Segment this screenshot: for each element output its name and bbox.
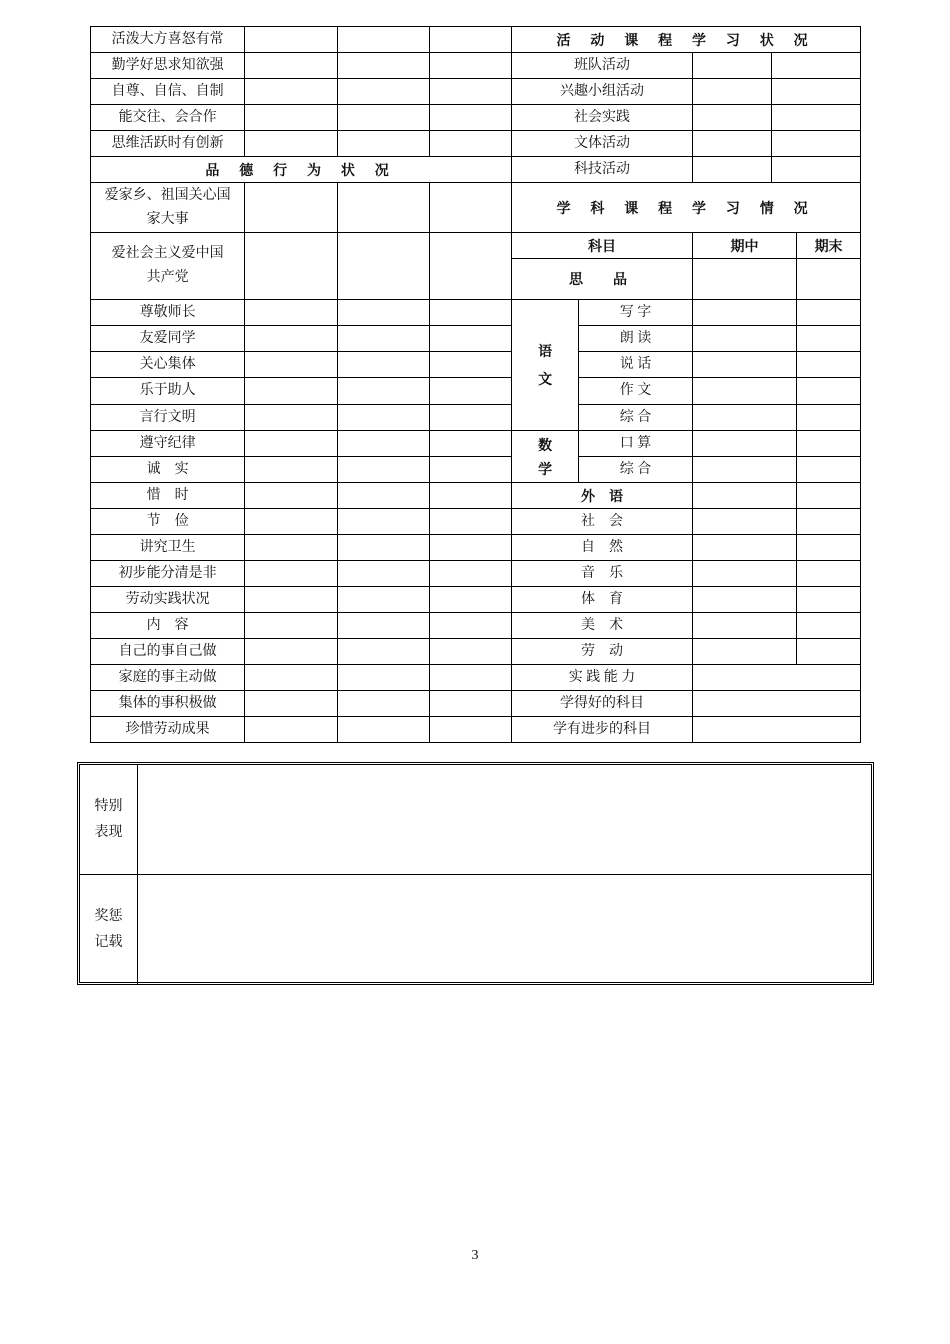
score-cell[interactable] <box>337 509 430 535</box>
labor-item: 自己的事自己做 <box>91 639 245 665</box>
score-cell[interactable] <box>430 717 512 743</box>
score-cell[interactable] <box>337 561 430 587</box>
score-cell[interactable] <box>692 483 796 509</box>
score-cell[interactable] <box>337 587 430 613</box>
behavior-cell: 关心集体 <box>91 352 245 378</box>
score-cell[interactable] <box>337 300 430 326</box>
score-cell[interactable] <box>797 535 861 561</box>
score-cell[interactable] <box>337 79 430 105</box>
progress-subject-cell[interactable] <box>692 717 860 743</box>
score-cell[interactable] <box>245 105 338 131</box>
subject-other: 劳 动 <box>512 639 693 665</box>
activity-item: 文体活动 <box>512 131 693 157</box>
score-cell[interactable] <box>692 431 796 457</box>
score-cell[interactable] <box>245 131 338 157</box>
behavior-cell: 诚 实 <box>91 457 245 483</box>
score-cell[interactable] <box>337 613 430 639</box>
labor-item: 内 容 <box>91 613 245 639</box>
score-cell[interactable] <box>337 665 430 691</box>
subject-item: 朗 读 <box>579 326 693 352</box>
practice-cell[interactable] <box>692 665 860 691</box>
subject-moral: 思 品 <box>512 259 693 300</box>
behavior-cell: 友爱同学 <box>91 326 245 352</box>
score-cell[interactable] <box>771 131 860 157</box>
score-cell[interactable] <box>797 483 861 509</box>
score-cell[interactable] <box>245 665 338 691</box>
score-cell[interactable] <box>692 457 796 483</box>
score-cell[interactable] <box>245 79 338 105</box>
score-cell[interactable] <box>430 691 512 717</box>
score-cell[interactable] <box>337 483 430 509</box>
score-cell[interactable] <box>245 183 338 233</box>
score-cell[interactable] <box>337 53 430 79</box>
score-cell[interactable] <box>245 535 338 561</box>
trait-cell: 思维活跃时有创新 <box>91 131 245 157</box>
score-cell[interactable] <box>245 378 338 405</box>
score-cell[interactable] <box>797 300 861 326</box>
remarks-box <box>77 762 874 985</box>
score-cell[interactable] <box>337 105 430 131</box>
score-cell[interactable] <box>692 300 796 326</box>
score-cell[interactable] <box>771 157 860 183</box>
subject-foreign: 外 语 <box>512 483 693 509</box>
page-number: 3 <box>471 1248 479 1263</box>
score-cell[interactable] <box>692 157 771 183</box>
score-cell[interactable] <box>797 326 861 352</box>
score-cell[interactable] <box>337 183 430 233</box>
trait-cell: 活泼大方喜怒有常 <box>91 27 245 53</box>
subject-other: 美 术 <box>512 613 693 639</box>
score-cell[interactable] <box>797 587 861 613</box>
score-cell[interactable] <box>245 431 338 457</box>
good-subject-label: 学得好的科目 <box>512 691 693 717</box>
score-cell[interactable] <box>430 613 512 639</box>
score-cell[interactable] <box>692 326 796 352</box>
score-cell[interactable] <box>692 587 796 613</box>
score-cell[interactable] <box>245 300 338 326</box>
score-cell[interactable] <box>692 639 796 665</box>
activity-item: 班队活动 <box>512 53 693 79</box>
score-cell[interactable] <box>692 352 796 378</box>
score-cell[interactable] <box>337 131 430 157</box>
score-cell[interactable] <box>430 665 512 691</box>
score-cell[interactable] <box>797 352 861 378</box>
score-cell[interactable] <box>797 613 861 639</box>
subject-other: 音 乐 <box>512 561 693 587</box>
score-cell[interactable] <box>692 613 796 639</box>
moral-item: 爱社会主义爱中国 共产党 <box>91 233 245 300</box>
col-mid: 期中 <box>692 233 796 259</box>
score-cell[interactable] <box>430 561 512 587</box>
score-cell[interactable] <box>245 509 338 535</box>
score-cell[interactable] <box>692 53 771 79</box>
score-cell[interactable] <box>245 326 338 352</box>
score-cell[interactable] <box>337 27 430 53</box>
subject-item: 综 合 <box>579 405 693 431</box>
score-cell[interactable] <box>245 352 338 378</box>
score-cell[interactable] <box>430 352 512 378</box>
score-cell[interactable] <box>337 639 430 665</box>
score-cell[interactable] <box>337 378 430 405</box>
behavior-cell: 言行文明 <box>91 405 245 431</box>
score-cell[interactable] <box>430 27 512 53</box>
score-cell[interactable] <box>692 535 796 561</box>
score-cell[interactable] <box>430 483 512 509</box>
score-cell[interactable] <box>797 259 861 300</box>
practice-label: 实 践 能 力 <box>512 665 693 691</box>
score-cell[interactable] <box>430 105 512 131</box>
activity-item: 社会实践 <box>512 105 693 131</box>
subject-chinese: 语 文 <box>512 300 579 431</box>
labor-item: 集体的事积极做 <box>91 691 245 717</box>
activity-item: 科技活动 <box>512 157 693 183</box>
score-cell[interactable] <box>797 509 861 535</box>
score-cell[interactable] <box>245 691 338 717</box>
score-cell[interactable] <box>245 405 338 431</box>
behavior-cell: 遵守纪律 <box>91 431 245 457</box>
score-cell[interactable] <box>430 233 512 300</box>
score-cell[interactable] <box>337 535 430 561</box>
subject-other: 体 育 <box>512 587 693 613</box>
activity-item: 兴趣小组活动 <box>512 79 693 105</box>
behavior-cell: 乐于助人 <box>91 378 245 405</box>
moral-item: 爱家乡、祖国关心国 家大事 <box>91 183 245 233</box>
labor-header: 劳动实践状况 <box>91 587 245 613</box>
award-record-row <box>80 875 871 985</box>
progress-subject-label: 学有进步的科目 <box>512 717 693 743</box>
score-cell[interactable] <box>692 79 771 105</box>
score-cell[interactable] <box>245 27 338 53</box>
score-cell[interactable] <box>797 405 861 431</box>
special-performance-label: 特别 表现 <box>80 765 138 874</box>
score-cell[interactable] <box>797 457 861 483</box>
score-cell[interactable] <box>245 587 338 613</box>
subject-item: 综 合 <box>579 457 693 483</box>
score-cell[interactable] <box>430 300 512 326</box>
score-cell[interactable] <box>430 535 512 561</box>
score-cell[interactable] <box>337 233 430 300</box>
score-cell[interactable] <box>245 53 338 79</box>
score-cell[interactable] <box>797 431 861 457</box>
score-cell[interactable] <box>430 405 512 431</box>
col-subject: 科目 <box>512 233 693 259</box>
subject-item: 作 文 <box>579 378 693 405</box>
subject-other: 自 然 <box>512 535 693 561</box>
score-cell[interactable] <box>430 326 512 352</box>
score-cell[interactable] <box>337 352 430 378</box>
score-cell[interactable] <box>245 561 338 587</box>
score-cell[interactable] <box>771 79 860 105</box>
subject-other: 社 会 <box>512 509 693 535</box>
behavior-cell: 尊敬师长 <box>91 300 245 326</box>
score-cell[interactable] <box>337 405 430 431</box>
score-cell[interactable] <box>771 105 860 131</box>
score-cell[interactable] <box>430 639 512 665</box>
score-cell[interactable] <box>337 691 430 717</box>
score-cell[interactable] <box>430 79 512 105</box>
trait-cell: 能交往、会合作 <box>91 105 245 131</box>
special-performance-row <box>80 765 871 875</box>
labor-item: 家庭的事主动做 <box>91 665 245 691</box>
score-cell[interactable] <box>430 509 512 535</box>
score-cell[interactable] <box>337 431 430 457</box>
subject-math: 数 学 <box>512 431 579 483</box>
subject-item: 口 算 <box>579 431 693 457</box>
behavior-cell: 惜 时 <box>91 483 245 509</box>
score-cell[interactable] <box>692 561 796 587</box>
behavior-cell: 节 俭 <box>91 509 245 535</box>
subject-item: 说 话 <box>579 352 693 378</box>
score-cell[interactable] <box>245 233 338 300</box>
score-cell[interactable] <box>692 509 796 535</box>
score-cell[interactable] <box>245 717 338 743</box>
moral-header: 品 德 行 为 状 况 <box>91 157 512 183</box>
score-cell[interactable] <box>430 587 512 613</box>
score-cell[interactable] <box>245 457 338 483</box>
score-cell[interactable] <box>430 457 512 483</box>
score-cell[interactable] <box>692 378 796 405</box>
score-cell[interactable] <box>430 183 512 233</box>
score-cell[interactable] <box>245 639 338 665</box>
behavior-cell: 讲究卫生 <box>91 535 245 561</box>
score-cell[interactable] <box>797 639 861 665</box>
trait-cell: 自尊、自信、自制 <box>91 79 245 105</box>
labor-item: 珍惜劳动成果 <box>91 717 245 743</box>
score-cell[interactable] <box>692 131 771 157</box>
score-cell[interactable] <box>692 405 796 431</box>
evaluation-table <box>90 26 861 743</box>
score-cell[interactable] <box>797 378 861 405</box>
score-cell[interactable] <box>430 431 512 457</box>
score-cell[interactable] <box>430 53 512 79</box>
activity-header: 活 动 课 程 学 习 状 况 <box>512 27 861 53</box>
subjects-header: 学 科 课 程 学 习 情 况 <box>512 183 861 233</box>
award-record-label: 奖惩 记载 <box>80 875 138 985</box>
col-final: 期末 <box>797 233 861 259</box>
score-cell[interactable] <box>337 326 430 352</box>
good-subject-cell[interactable] <box>692 691 860 717</box>
score-cell[interactable] <box>797 561 861 587</box>
score-cell[interactable] <box>245 613 338 639</box>
score-cell[interactable] <box>430 131 512 157</box>
trait-cell: 勤学好思求知欲强 <box>91 53 245 79</box>
subject-item: 写 字 <box>579 300 693 326</box>
score-cell[interactable] <box>692 259 796 300</box>
behavior-cell: 初步能分清是非 <box>91 561 245 587</box>
score-cell[interactable] <box>430 378 512 405</box>
score-cell[interactable] <box>771 53 860 79</box>
score-cell[interactable] <box>692 105 771 131</box>
score-cell[interactable] <box>245 483 338 509</box>
score-cell[interactable] <box>337 457 430 483</box>
score-cell[interactable] <box>337 717 430 743</box>
